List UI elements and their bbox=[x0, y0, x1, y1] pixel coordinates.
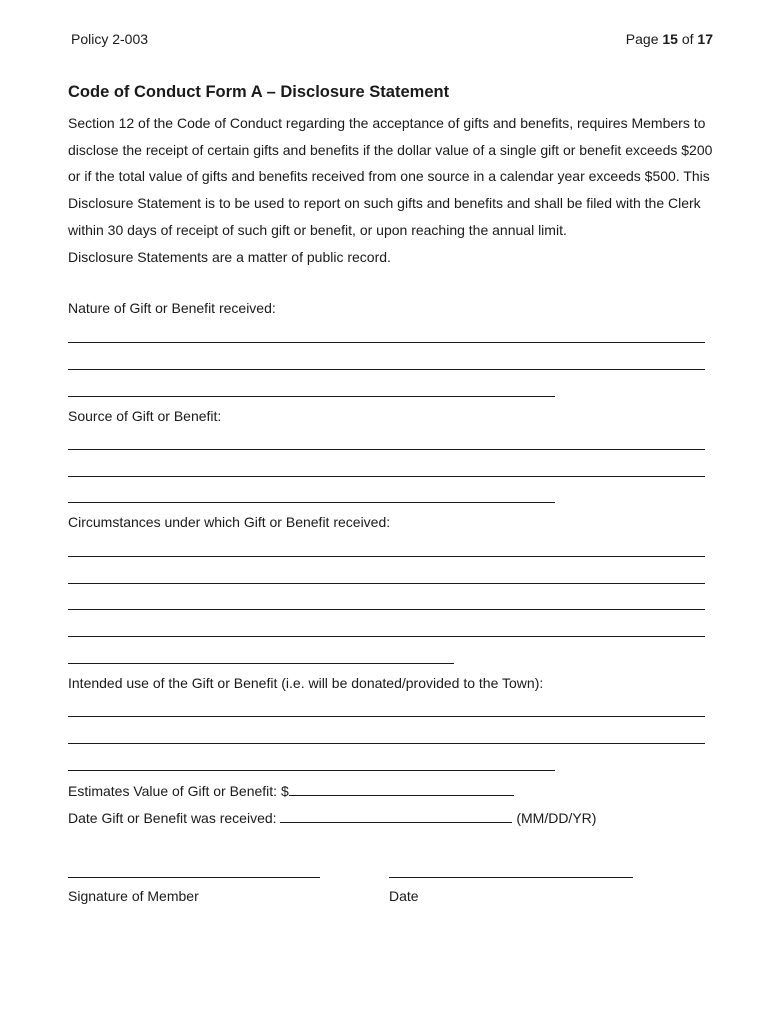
source-line-1[interactable] bbox=[68, 449, 705, 450]
policy-number: Policy 2-003 bbox=[71, 31, 149, 47]
public-record-note: Disclosure Statements are a matter of public record. bbox=[68, 248, 391, 265]
page-indicator bbox=[626, 31, 713, 47]
circumstances-line-5[interactable] bbox=[68, 663, 454, 664]
intended-use-line-1[interactable] bbox=[68, 716, 705, 717]
source-label: Source of Gift or Benefit: bbox=[68, 408, 222, 424]
intro-paragraph: Section 12 of the Code of Conduct regarding the acceptance of gifts and benefits, requires Members to disclose the receipt of certain gifts and benefits if the dollar value of a single gift or benefit exceeds $200 or if the total value of gifts and benefits received from one source in a calendar year exceeds $500. This Disclosure Statement is to be used to report on such gifts and benefits and shall be filed with the Clerk within 30 days of receipt of such gift or benefit, or upon reaching the annual limit. bbox=[68, 115, 713, 238]
source-line-3[interactable] bbox=[68, 502, 555, 503]
intended-use-label: Intended use of the Gift or Benefit (i.e. will be donated/provided to the Town): bbox=[68, 675, 544, 691]
page-prefix: Page bbox=[625, 31, 659, 47]
date-received-label: Date Gift or Benefit was received: bbox=[68, 810, 277, 826]
circumstances-line-2[interactable] bbox=[68, 583, 705, 584]
date-format-hint: (MM/DD/YR) bbox=[516, 810, 597, 826]
nature-line-2[interactable] bbox=[68, 369, 705, 370]
estimated-value-row bbox=[68, 782, 514, 799]
signature-label: Signature of Member bbox=[68, 888, 199, 904]
circumstances-line-1[interactable] bbox=[68, 556, 705, 557]
source-line-2[interactable] bbox=[68, 476, 705, 477]
circumstances-line-3[interactable] bbox=[68, 609, 705, 610]
intro-section bbox=[68, 110, 718, 270]
signature-date-label: Date bbox=[389, 888, 419, 904]
nature-line-3[interactable] bbox=[68, 396, 555, 397]
intended-use-line-3[interactable] bbox=[68, 770, 555, 771]
signature-date-line[interactable] bbox=[389, 877, 633, 878]
circumstances-line-4[interactable] bbox=[68, 636, 705, 637]
estimated-value-field[interactable] bbox=[289, 782, 514, 796]
page-total: 17 bbox=[697, 31, 713, 47]
form-title: Code of Conduct Form A – Disclosure Statement bbox=[68, 83, 450, 101]
intended-use-line-2[interactable] bbox=[68, 743, 705, 744]
page-current: 15 bbox=[662, 31, 678, 47]
nature-label: Nature of Gift or Benefit received: bbox=[68, 300, 276, 316]
circumstances-label: Circumstances under which Gift or Benefit received: bbox=[68, 514, 391, 530]
nature-line-1[interactable] bbox=[68, 342, 705, 343]
date-received-row bbox=[68, 809, 596, 826]
page-of: of bbox=[681, 31, 694, 47]
date-received-field[interactable] bbox=[280, 809, 512, 823]
estimated-value-label: Estimates Value of Gift or Benefit: $ bbox=[68, 783, 289, 799]
signature-line[interactable] bbox=[68, 877, 320, 878]
